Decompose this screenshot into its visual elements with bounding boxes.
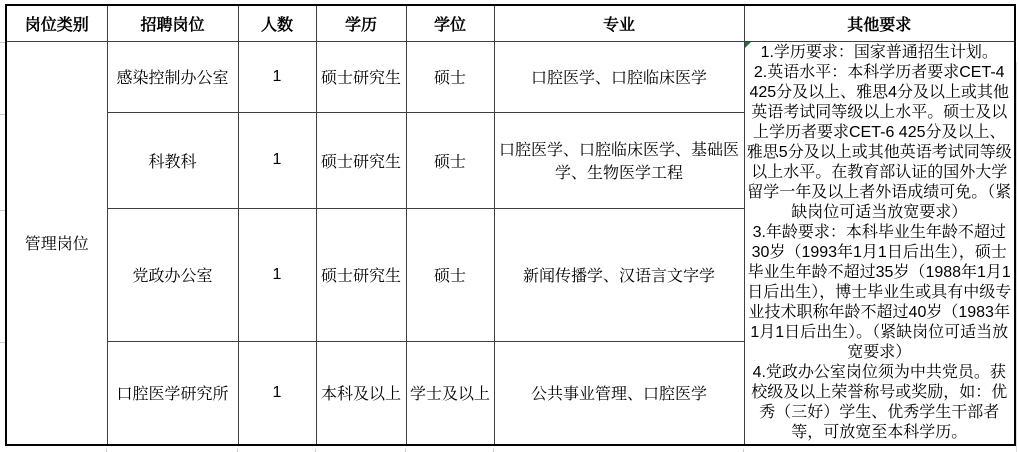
gridline-remnant — [0, 42, 5, 43]
gridline-remnant — [1016, 62, 1017, 452]
position-cell: 口腔医学研究所 — [107, 341, 238, 444]
degree-cell: 硕士 — [406, 41, 494, 112]
major-cell: 口腔医学、口腔临床医学、基础医学、生物医学工程 — [494, 112, 744, 208]
major-cell: 公共事业管理、口腔医学 — [494, 341, 744, 444]
other-requirements-cell — [744, 41, 1015, 445]
header-count: 人数 — [238, 5, 316, 41]
requirement-item: 1.学历要求：国家普通招生计划。 — [760, 43, 998, 61]
degree-cell: 硕士 — [406, 112, 494, 208]
gridline-remnant — [0, 114, 5, 115]
cell-comment-flag-icon — [745, 42, 751, 48]
education-cell: 硕士研究生 — [316, 41, 406, 112]
table-header-row — [6, 5, 1015, 41]
requirement-item: 2.英语水平：本科学历者要求CET-4 425分及以上、雅思4分及以上或其他英语考试同等级以上水平。硕士及以上学历者要求CET-6 425分及以上、雅思5分及以上或其他英语考试同等级以上水平。在教育部认证的国外大学留学一年及以上者外语成绩可免。（紧缺岗位可适当放宽要求） — [746, 63, 1012, 221]
header-degree: 学位 — [406, 5, 494, 41]
education-cell: 硕士研究生 — [316, 112, 406, 208]
requirement-item: 4.党政办公室岗位须为中共党员。获校级及以上荣誉称号或奖励，如：优秀（三好）学生、优秀学生干部者等，可放宽至本科学历。 — [751, 363, 1008, 441]
degree-cell: 学士及以上 — [406, 341, 494, 444]
requirement-item: 3.年龄要求：本科毕业生年龄不超过30岁（1993年1月1日后出生），硕士毕业生年龄不超过35岁（1988年1月1日后出生），博士毕业生或具有中级专业技术职称年龄不超过40岁（1983年1月1日后出生）。（紧缺岗位可适当放宽要求） — [747, 223, 1012, 361]
position-cell: 党政办公室 — [107, 209, 238, 341]
position-cell: 感染控制办公室 — [107, 41, 238, 112]
education-cell: 硕士研究生 — [316, 209, 406, 341]
education-cell: 本科及以上 — [316, 341, 406, 444]
category-cell: 管理岗位 — [6, 41, 107, 445]
gridline-remnant — [0, 342, 5, 343]
header-position: 招聘岗位 — [107, 5, 238, 41]
gridline-remnant — [0, 210, 5, 211]
header-education: 学历 — [316, 5, 406, 41]
header-major: 专业 — [494, 5, 744, 41]
header-category: 岗位类别 — [6, 5, 107, 41]
major-cell: 新闻传播学、汉语言文字学 — [494, 209, 744, 341]
table-row — [6, 41, 1015, 112]
degree-cell: 硕士 — [406, 209, 494, 341]
count-cell: 1 — [238, 209, 316, 341]
header-other-requirements: 其他要求 — [744, 5, 1015, 41]
recruitment-table — [5, 4, 1016, 446]
count-cell: 1 — [238, 41, 316, 112]
count-cell: 1 — [238, 341, 316, 444]
count-cell: 1 — [238, 112, 316, 208]
major-cell: 口腔医学、口腔临床医学 — [494, 41, 744, 112]
position-cell: 科教科 — [107, 112, 238, 208]
